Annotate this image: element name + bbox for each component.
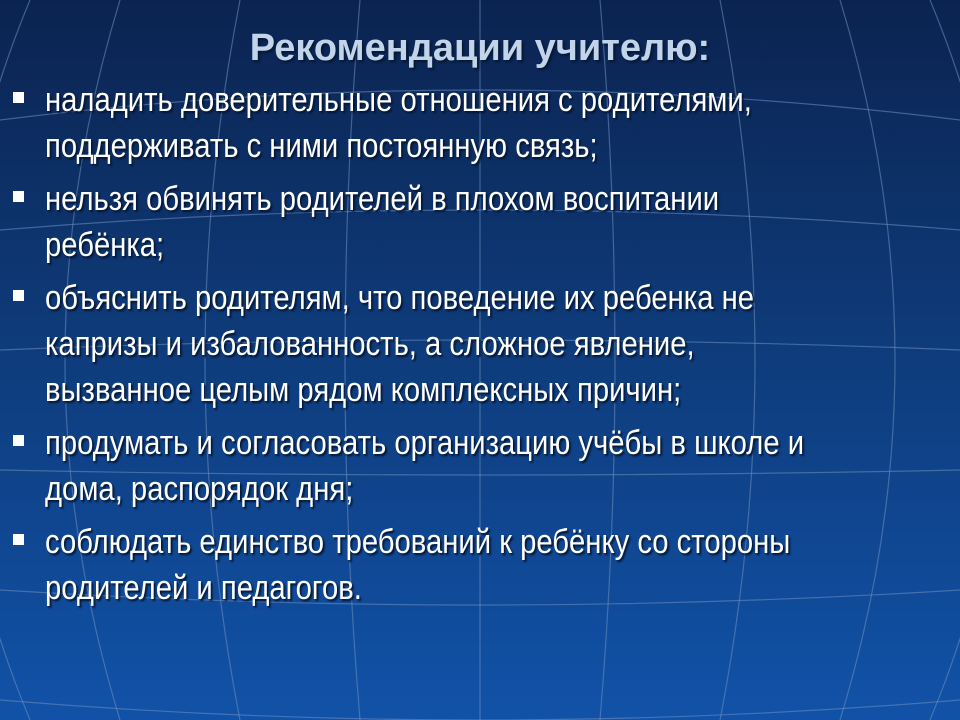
square-bullet-icon: [13, 435, 24, 446]
list-item-text: дома, распорядок дня;: [45, 470, 354, 508]
recommendations-list: [0, 77, 960, 618]
list-item-text: поддерживать с ними постоянную связь;: [45, 127, 598, 165]
square-bullet-icon: [13, 534, 24, 545]
list-item-text: продумать и согласовать организацию учёбы в школе и: [45, 424, 805, 462]
list-item-text: нельзя обвинять родителей в плохом воспитании: [45, 180, 720, 218]
list-item: [0, 420, 960, 512]
list-item-text: капризы и избалованность, а сложное явление,: [45, 325, 695, 363]
list-item: [0, 275, 960, 413]
list-item-text: соблюдать единство требований к ребёнку со стороны: [45, 523, 791, 561]
list-item-text: наладить доверительные отношения с родителями,: [45, 81, 752, 119]
list-item-text: вызванное целым рядом комплексных причин;: [45, 371, 682, 409]
slide-title: Рекомендации учителю:: [249, 27, 711, 69]
square-bullet-icon: [13, 290, 24, 301]
list-item: [0, 519, 960, 611]
square-bullet-icon: [13, 92, 24, 103]
list-item: [0, 176, 960, 268]
list-item: [0, 77, 960, 169]
square-bullet-icon: [13, 191, 24, 202]
list-item-text: ребёнка;: [45, 226, 165, 264]
list-item-text: объяснить родителям, что поведение их ребенка не: [45, 279, 755, 317]
list-item-text: родителей и педагогов.: [45, 569, 362, 607]
